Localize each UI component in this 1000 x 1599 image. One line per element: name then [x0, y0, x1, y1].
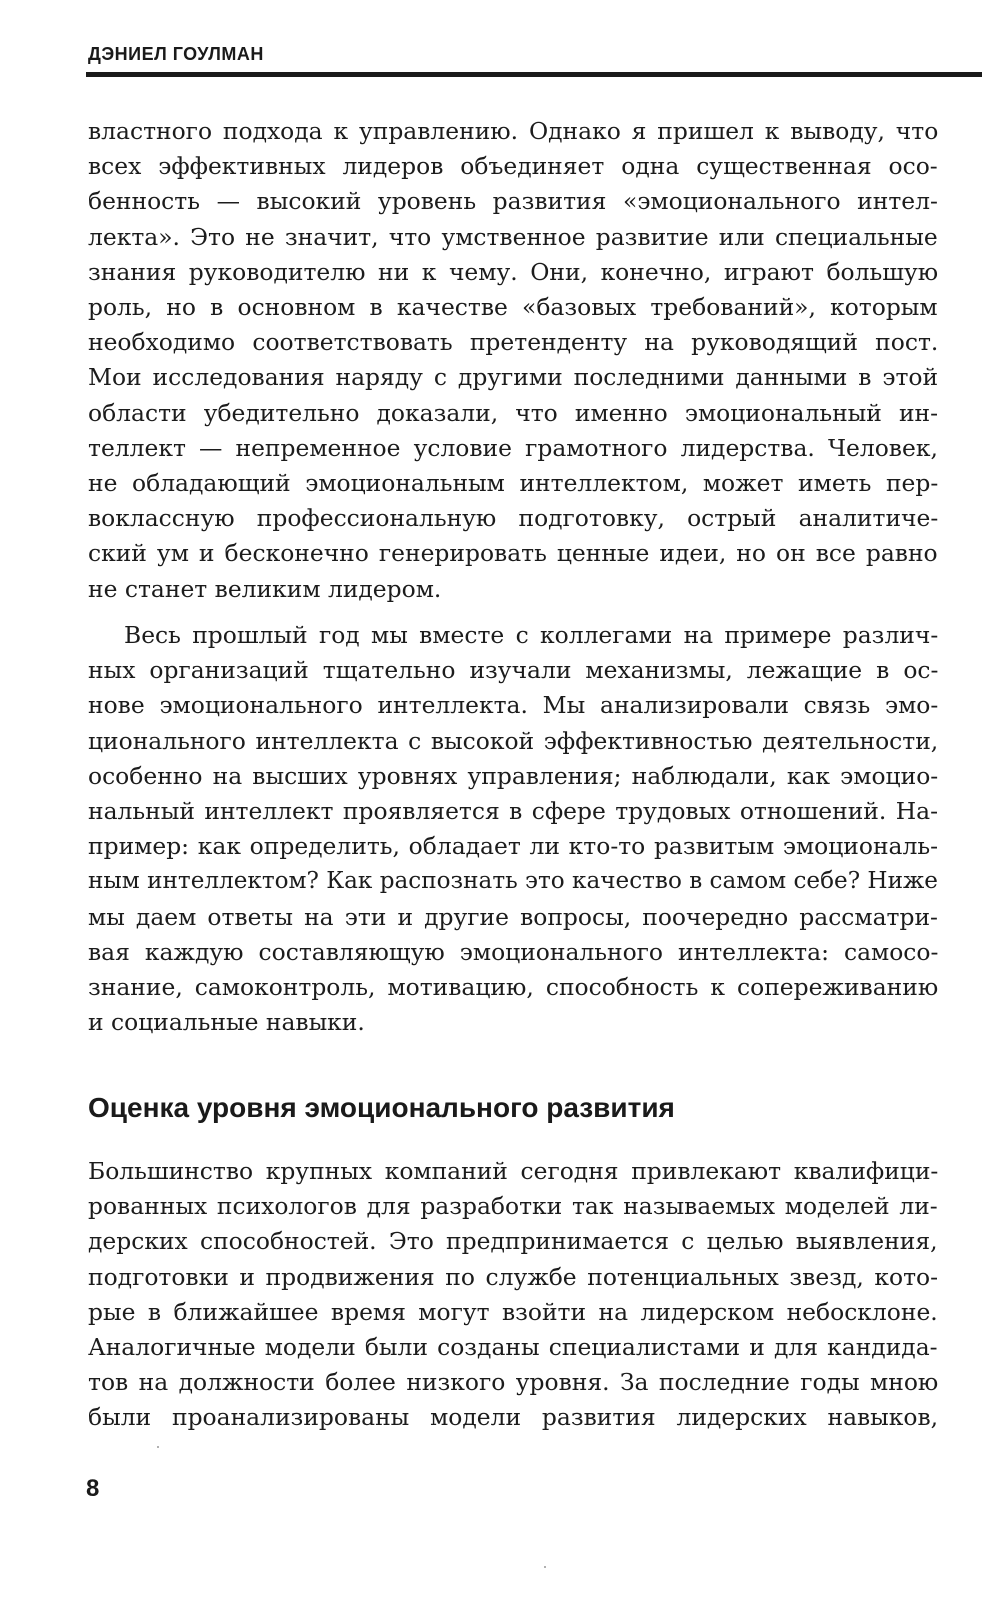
- text-line: пример: как определить, обладает ли кто-то развитым эмоциональ-: [88, 832, 938, 861]
- text-line: мы даем ответы на эти и другие вопросы, поочередно рассматри-: [88, 902, 938, 931]
- text-line: не станет великим лидером.: [88, 574, 442, 603]
- text-line: Мои исследования наряду с другими последними данными в этой: [88, 363, 939, 392]
- text-line: ционального интеллекта с высокой эффективностью деятельности,: [88, 726, 939, 755]
- text-line: ский ум и бесконечно генерировать ценные идеи, но он все равно: [88, 539, 938, 568]
- text-line: и социальные навыки.: [88, 1008, 365, 1037]
- text-line: подготовки и продвижения по службе потенциальных звезд, кото-: [88, 1262, 938, 1291]
- text-line: роль, но в основном в качестве «базовых требований», которым: [88, 293, 938, 322]
- text-line: знание, самоконтроль, мотивацию, способность к сопереживанию: [88, 973, 939, 1002]
- scan-speck: [544, 1566, 546, 1568]
- text-line: тов на должности более низкого уровня. За последние годы мною: [88, 1368, 939, 1397]
- section-heading: Оценка уровня эмоционального развития: [88, 1092, 675, 1123]
- header-rule: [86, 72, 982, 77]
- text-line: Большинство крупных компаний сегодня привлекают квалифици-: [88, 1157, 939, 1185]
- text-line: бенность — высокий уровень развития «эмоционального интел-: [88, 187, 938, 216]
- text-line: властного подхода к управлению. Однако я пришел к выводу, что: [88, 117, 939, 145]
- text-line: рованных психологов для разработки так называемых моделей ли-: [88, 1192, 938, 1221]
- text-line: рые в ближайшее время могут взойти на лидерском небосклоне.: [88, 1297, 938, 1326]
- paragraph-2: [88, 618, 938, 1040]
- text-line: нове эмоционального интеллекта. Мы анализировали связь эмо-: [88, 691, 939, 720]
- paragraph-1: [88, 114, 938, 607]
- scan-speck: [157, 1446, 159, 1448]
- text-line: вая каждую составляющую эмоционального интеллекта: самосо-: [88, 937, 939, 966]
- text-line: не обладающий эмоциональным интеллектом, может иметь пер-: [88, 469, 939, 498]
- text-line: лекта». Это не значит, что умственное развитие или специальные: [88, 222, 938, 251]
- paragraph-3: [88, 1154, 938, 1436]
- page-number: 8: [86, 1475, 100, 1502]
- text-line: нальный интеллект проявляется в сфере трудовых отношений. На-: [88, 797, 938, 826]
- text-line: необходимо соответствовать претенденту на руководящий пост.: [88, 328, 939, 357]
- text-line: знания руководителю ни к чему. Они, конечно, играют большую: [88, 257, 939, 286]
- text-line: особенно на высших уровнях управления; наблюдали, как эмоцио-: [88, 761, 939, 790]
- text-line: ным интеллектом? Как распознать это качество в самом себе? Ниже: [88, 868, 938, 895]
- text-line: Аналогичные модели были созданы специалистами и для кандида-: [88, 1333, 938, 1362]
- text-line: теллект — непременное условие грамотного лидерства. Человек,: [88, 433, 938, 462]
- text-line: всех эффективных лидеров объединяет одна существенная осо-: [88, 152, 938, 181]
- text-line: воклассную профессиональную подготовку, острый аналитиче-: [88, 504, 939, 533]
- text-line: были проанализированы модели развития лидерских навыков,: [88, 1403, 939, 1432]
- text-line: ных организаций тщательно изучали механизмы, лежащие в ос-: [88, 656, 939, 685]
- running-head: ДЭНИЕЛ ГОУЛМАН: [88, 44, 264, 64]
- text-line: дерских способностей. Это предпринимается с целью выявления,: [88, 1227, 938, 1256]
- text-line: Весь прошлый год мы вместе с коллегами на примере различ-: [124, 621, 939, 649]
- text-line: области убедительно доказали, что именно эмоциональный ин-: [88, 398, 939, 427]
